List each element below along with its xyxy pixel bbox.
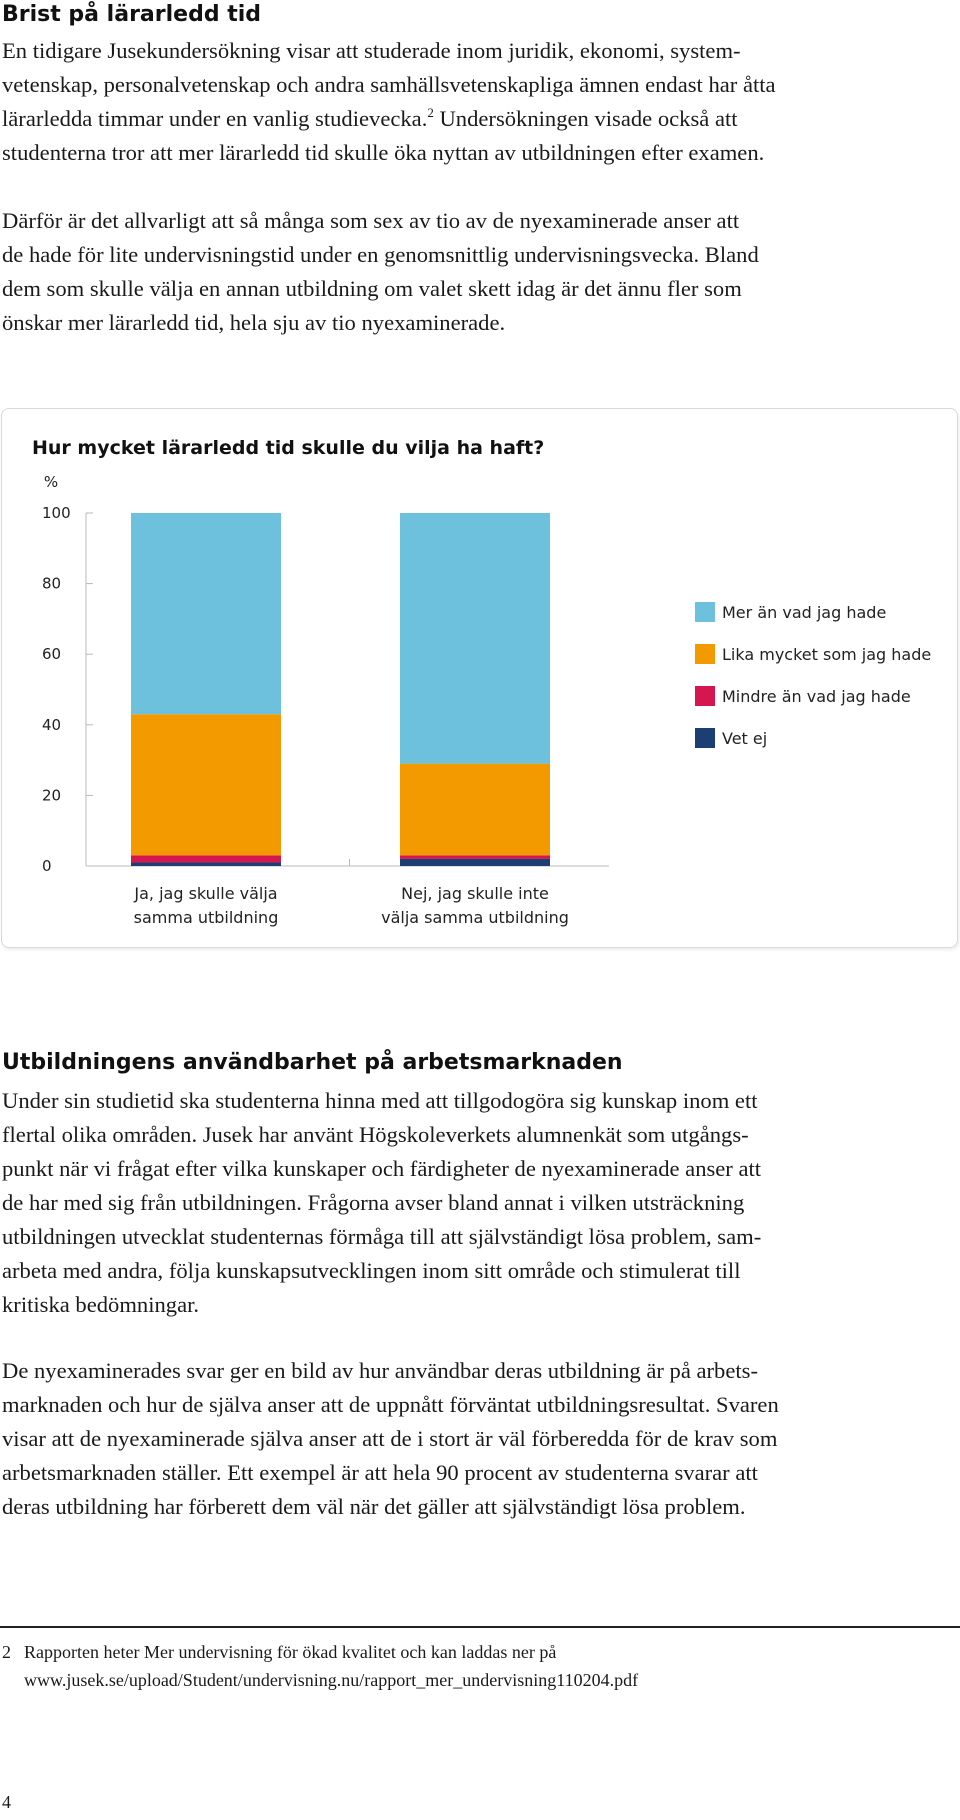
stacked-bar-chart	[2, 409, 959, 949]
text-line: Under sin studietid ska studenterna hinna med att tillgodogöra sig kunskap inom ett	[2, 1088, 758, 1113]
legend-swatch	[695, 644, 715, 664]
y-tick-label: 40	[42, 715, 62, 734]
text-line: punkt när vi frågat efter vilka kunskaper och färdigheter de nyexaminerade anser att	[2, 1156, 762, 1181]
text-line: visar att de nyexaminerade själva anser att de i stort är väl förberedda för de krav som	[2, 1426, 778, 1451]
legend-label: Mindre än vad jag hade	[722, 687, 911, 706]
paragraph-brist-2	[2, 204, 956, 340]
text-line: studenterna tror att mer lärarledd tid skulle öka nyttan av utbildningen efter examen.	[2, 140, 765, 165]
footnote-divider	[0, 1626, 960, 1628]
x-category-label: samma utbildning	[133, 908, 279, 927]
text-line: utbildningen utvecklat studenternas förmåga till att självständigt lösa problem, sam-	[2, 1224, 762, 1249]
text-line: dem som skulle välja en annan utbildning om valet skett idag är det ännu fler som	[2, 276, 742, 301]
text-line: vetenskap, personalvetenskap och andra samhällsvetenskapliga ämnen endast har åtta	[2, 72, 776, 97]
y-tick-label: 100	[42, 504, 71, 522]
legend-label: Vet ej	[722, 729, 768, 748]
x-category-label: Ja, jag skulle välja	[134, 884, 278, 903]
footnote-reference[interactable]: 2	[427, 105, 434, 120]
footnote-link[interactable]: www.jusek.se/upload/Student/undervisning.nu/rapport_mer_undervisning110204.pdf	[24, 1670, 639, 1690]
y-tick-label: 0	[42, 857, 52, 875]
text-segment: lärarledda timmar under en vanlig studievecka.	[2, 106, 428, 131]
chart-title: Hur mycket lärarledd tid skulle du vilja ha haft?	[32, 437, 545, 459]
bar-segment	[400, 859, 550, 866]
legend-swatch	[695, 602, 715, 622]
text-line: flertal olika områden. Jusek har använt Högskoleverkets alumnenkät som utgångs-	[2, 1122, 749, 1147]
text-line: arbeta med andra, följa kunskapsutvecklingen inom sitt område och stimulerat till	[2, 1258, 741, 1283]
x-category-label: Nej, jag skulle inte	[401, 884, 549, 903]
footnote-text	[24, 1638, 924, 1694]
page-number: 4	[2, 1792, 11, 1812]
text-line: marknaden och hur de själva anser att de uppnått förväntat utbildningsresultat. Svaren	[2, 1392, 779, 1417]
text-line: Därför är det allvarligt att så många som sex av tio av de nyexaminerade anser att	[2, 208, 740, 233]
bar-segment	[131, 714, 281, 855]
text-line: önskar mer lärarledd tid, hela sju av tio nyexaminerade.	[2, 310, 506, 335]
text-line: De nyexaminerades svar ger en bild av hur användbar deras utbildning är på arbets-	[2, 1358, 758, 1383]
text-segment: Undersökningen visade också att	[433, 106, 738, 131]
bar-segment	[400, 513, 550, 764]
y-tick-label: 60	[42, 645, 62, 664]
paragraph-brist-1	[2, 34, 956, 170]
y-tick-label: 80	[42, 574, 62, 593]
footnote-number: 2	[2, 1642, 11, 1662]
chart-panel	[1, 408, 958, 948]
legend-swatch	[695, 686, 715, 706]
bar-segment	[400, 855, 550, 859]
bar-segment	[131, 855, 281, 862]
text-line: de har med sig från utbildningen. Frågorna avser bland annat i vilken utsträckning	[2, 1190, 745, 1215]
text-line	[2, 102, 956, 136]
text-line: En tidigare Jusekundersökning visar att studerade inom juridik, ekonomi, system-	[2, 38, 741, 63]
bar-segment	[400, 764, 550, 856]
text-line: arbetsmarknaden ställer. Ett exempel är att hela 90 procent av studenterna svarar att	[2, 1460, 758, 1485]
section-heading-brist: Brist på lärarledd tid	[2, 2, 262, 27]
legend-swatch	[695, 728, 715, 748]
text-line: kritiska bedömningar.	[2, 1292, 200, 1317]
legend-label: Lika mycket som jag hade	[722, 645, 932, 664]
text-line: de hade för lite undervisningstid under en genomsnittlig undervisningsvecka. Bland	[2, 242, 759, 267]
paragraph-anvandbarhet-2	[2, 1354, 956, 1524]
bar-segment	[131, 513, 281, 714]
y-axis-unit-label: %	[43, 473, 59, 491]
text-line: deras utbildning har förberett dem väl när det gäller att självständigt lösa problem.	[2, 1494, 746, 1519]
legend-label: Mer än vad jag hade	[722, 603, 887, 622]
text-line: Rapporten heter Mer undervisning för ökad kvalitet och kan laddas ner på	[24, 1642, 557, 1662]
paragraph-anvandbarhet-1	[2, 1084, 956, 1322]
bar-segment	[131, 862, 281, 866]
x-category-label: välja samma utbildning	[381, 908, 569, 927]
section-heading-anvandbarhet: Utbildningens användbarhet på arbetsmarknaden	[2, 1050, 623, 1075]
y-tick-label: 20	[42, 786, 62, 805]
